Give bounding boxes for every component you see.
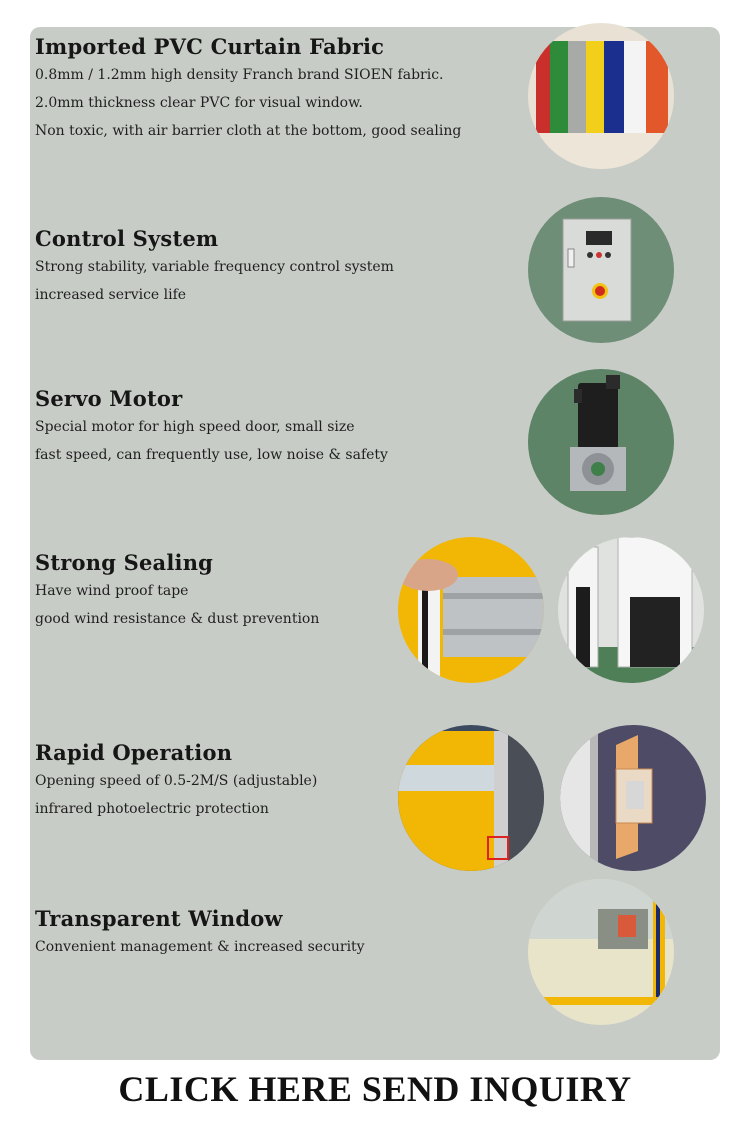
transparent-window-image [528,879,674,1025]
feature-line: good wind resistance & dust prevention [35,611,320,627]
feature-title: Strong Sealing [35,550,214,575]
feature-line: 2.0mm thickness clear PVC for visual window. [35,95,363,111]
feature-line: Strong stability, variable frequency control system [35,259,394,275]
aluminum-track-image [558,537,704,683]
feature-line: 0.8mm / 1.2mm high density Franch brand SIOEN fabric. [35,67,444,83]
feature-line: increased service life [35,287,187,303]
feature-line: Convenient management & increased security [35,939,365,955]
control-box-image [528,197,674,343]
features-panel [30,27,720,1060]
yellow-door-image [398,725,544,871]
feature-line: Non toxic, with air barrier cloth at the bottom, good sealing [35,123,462,139]
feature-line: infrared photoelectric protection [35,801,269,817]
feature-line: Opening speed of 0.5-2M/S (adjustable) [35,773,318,789]
servo-motor-image [528,369,674,515]
feature-title: Servo Motor [35,386,183,411]
feature-title: Transparent Window [35,906,283,931]
feature-title: Control System [35,226,219,251]
fabric-swatch-image [528,23,674,169]
seal-tape-image [398,537,544,683]
feature-title: Rapid Operation [35,740,233,765]
send-inquiry-button[interactable]: CLICK HERE SEND INQUIRY [118,1069,632,1109]
photoelectric-sensor-image [560,725,706,871]
feature-title: Imported PVC Curtain Fabric [35,34,385,59]
feature-line: Special motor for high speed door, small size [35,419,355,435]
feature-line: Have wind proof tape [35,583,189,599]
feature-line: fast speed, can frequently use, low noise & safety [35,447,388,463]
